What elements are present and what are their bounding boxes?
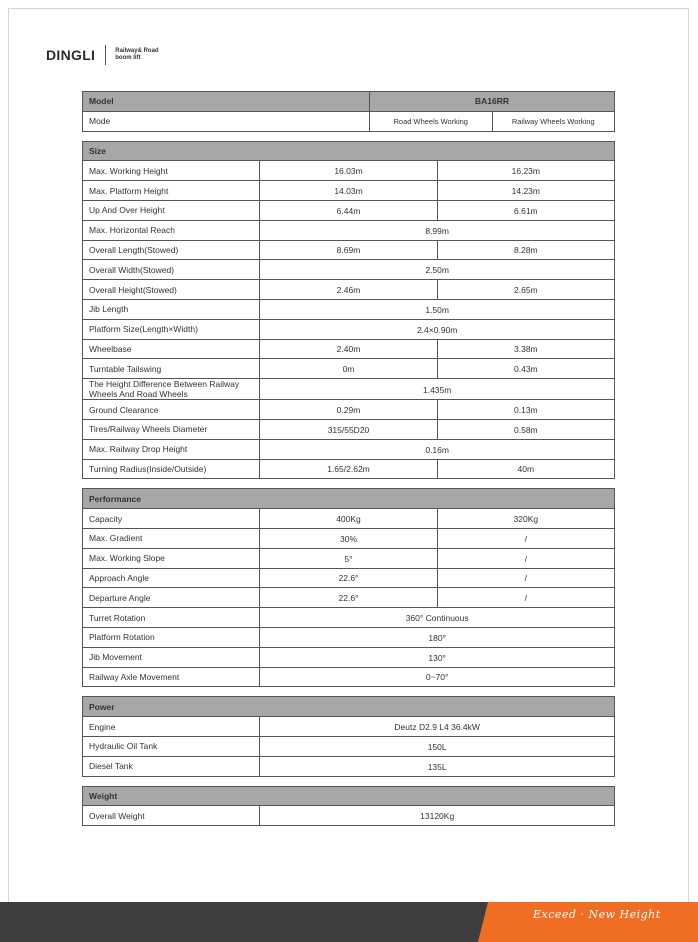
spec-value-road: 1.65/2.62m <box>260 459 437 479</box>
spec-row <box>83 280 615 300</box>
spec-row <box>83 200 615 220</box>
power-table <box>82 696 615 776</box>
spec-value-road: 30% <box>260 528 437 548</box>
spec-row <box>83 319 615 339</box>
performance-table <box>82 488 615 687</box>
mode-label: Mode <box>83 111 370 131</box>
spec-value-road: 2.46m <box>260 280 437 300</box>
mode-road: Road Wheels Working <box>370 111 493 131</box>
spec-row <box>83 756 615 776</box>
spec-label: Railway Axle Movement <box>83 667 260 687</box>
subtitle-line-1: Railway& Road <box>115 48 159 54</box>
spec-value-rail: / <box>437 528 614 548</box>
spec-label: Overall Length(Stowed) <box>83 240 260 260</box>
spec-label: Overall Width(Stowed) <box>83 260 260 280</box>
spec-value-shared: 2.50m <box>260 260 615 280</box>
spec-row <box>83 528 615 548</box>
spec-value-rail: 14.23m <box>437 181 614 201</box>
spec-value-road: 8.69m <box>260 240 437 260</box>
spec-value-shared: Deutz D2.9 L4 36.4kW <box>260 717 615 737</box>
spec-label: Approach Angle <box>83 568 260 588</box>
spec-label: Tires/Railway Wheels Diameter <box>83 419 260 439</box>
spec-row <box>83 419 615 439</box>
spec-value-road: 0.29m <box>260 400 437 420</box>
spec-value-rail: 16.23m <box>437 161 614 181</box>
brand-header <box>46 44 159 66</box>
spec-tables <box>82 91 615 835</box>
spec-row <box>83 359 615 379</box>
mode-row <box>83 111 615 131</box>
subtitle-line-2: boom lift <box>115 55 141 61</box>
spec-row <box>83 439 615 459</box>
spec-row <box>83 509 615 529</box>
spec-label: Capacity <box>83 509 260 529</box>
power-section-header <box>83 697 615 717</box>
spec-label: Turret Rotation <box>83 608 260 628</box>
dingli-logo: DINGLI <box>46 47 96 63</box>
spec-label: Max. Railway Drop Height <box>83 439 260 459</box>
logo-divider <box>105 45 106 65</box>
performance-section-header <box>83 489 615 509</box>
weight-section-header <box>83 786 615 806</box>
spec-value-road: 22.6° <box>260 568 437 588</box>
spec-value-rail: 8.28m <box>437 240 614 260</box>
spec-value-rail: 0.58m <box>437 419 614 439</box>
spec-row <box>83 588 615 608</box>
spec-value-rail: / <box>437 568 614 588</box>
section-title: Size <box>83 141 615 161</box>
spec-value-rail: 6.61m <box>437 200 614 220</box>
spec-label: Jib Length <box>83 299 260 319</box>
spec-value-road: 2.40m <box>260 339 437 359</box>
spec-label: Ground Clearance <box>83 400 260 420</box>
spec-value-road: 400Kg <box>260 509 437 529</box>
spec-value-road: 22.6° <box>260 588 437 608</box>
section-title: Power <box>83 697 615 717</box>
spec-value-shared: 0~70° <box>260 667 615 687</box>
spec-row <box>83 568 615 588</box>
spec-value-shared: 180° <box>260 627 615 647</box>
spec-row <box>83 220 615 240</box>
size-table <box>82 141 615 480</box>
model-label: Model <box>83 92 370 112</box>
mode-rail: Railway Wheels Working <box>492 111 615 131</box>
spec-label: Max. Platform Height <box>83 181 260 201</box>
spec-row <box>83 667 615 687</box>
spec-row <box>83 736 615 756</box>
spec-value-rail: / <box>437 548 614 568</box>
spec-value-shared: 360° Continuous <box>260 608 615 628</box>
spec-row <box>83 240 615 260</box>
spec-value-shared: 8.99m <box>260 220 615 240</box>
spec-value-rail: 40m <box>437 459 614 479</box>
spec-row <box>83 647 615 667</box>
spec-label: Up And Over Height <box>83 200 260 220</box>
spec-value-shared: 150L <box>260 736 615 756</box>
spec-label: Departure Angle <box>83 588 260 608</box>
spec-value-rail: / <box>437 588 614 608</box>
spec-value-shared: 1.435m <box>260 379 615 400</box>
footer-slogan: Exceed · New Height <box>533 908 661 921</box>
spec-label: Engine <box>83 717 260 737</box>
spec-row <box>83 459 615 479</box>
spec-label: Overall Height(Stowed) <box>83 280 260 300</box>
spec-label: Hydraulic Oil Tank <box>83 736 260 756</box>
spec-row <box>83 161 615 181</box>
spec-value-shared: 130° <box>260 647 615 667</box>
spec-label: Turning Radius(Inside/Outside) <box>83 459 260 479</box>
spec-value-shared: 135L <box>260 756 615 776</box>
spec-row <box>83 299 615 319</box>
spec-row <box>83 400 615 420</box>
model-table <box>82 91 615 132</box>
spec-label: Max. Horizontal Reach <box>83 220 260 240</box>
spec-value-road: 6.44m <box>260 200 437 220</box>
spec-label: Platform Size(Length×Width) <box>83 319 260 339</box>
spec-label: Max. Working Height <box>83 161 260 181</box>
spec-value-road: 5° <box>260 548 437 568</box>
spec-value-rail: 320Kg <box>437 509 614 529</box>
spec-value-rail: 0.13m <box>437 400 614 420</box>
spec-value-road: 315/55D20 <box>260 419 437 439</box>
spec-value-shared: 13120Kg <box>260 806 615 826</box>
section-title: Weight <box>83 786 615 806</box>
spec-value-road: 0m <box>260 359 437 379</box>
spec-row <box>83 717 615 737</box>
spec-row <box>83 181 615 201</box>
model-row <box>83 92 615 112</box>
spec-row <box>83 627 615 647</box>
spec-value-rail: 0.43m <box>437 359 614 379</box>
product-subtitle <box>115 48 158 62</box>
spec-value-road: 14.03m <box>260 181 437 201</box>
spec-label: Platform Rotation <box>83 627 260 647</box>
spec-row <box>83 379 615 400</box>
spec-label: Wheelbase <box>83 339 260 359</box>
weight-table <box>82 786 615 827</box>
spec-row <box>83 806 615 826</box>
spec-row <box>83 260 615 280</box>
spec-value-shared: 1.50m <box>260 299 615 319</box>
spec-label: Max. Gradient <box>83 528 260 548</box>
spec-label: The Height Difference Between Railway Wheels And Road Wheels <box>83 379 260 400</box>
spec-row <box>83 339 615 359</box>
spec-value-road: 16.03m <box>260 161 437 181</box>
spec-label: Jib Movement <box>83 647 260 667</box>
section-title: Performance <box>83 489 615 509</box>
spec-label: Diesel Tank <box>83 756 260 776</box>
spec-value-rail: 3.38m <box>437 339 614 359</box>
spec-label: Overall Weight <box>83 806 260 826</box>
spec-value-rail: 2.65m <box>437 280 614 300</box>
size-section-header <box>83 141 615 161</box>
spec-value-shared: 0.16m <box>260 439 615 459</box>
spec-value-shared: 2.4×0.90m <box>260 319 615 339</box>
spec-label: Turntable Tailswing <box>83 359 260 379</box>
spec-label: Max. Working Slope <box>83 548 260 568</box>
model-value: BA16RR <box>370 92 615 112</box>
spec-row <box>83 608 615 628</box>
spec-row <box>83 548 615 568</box>
